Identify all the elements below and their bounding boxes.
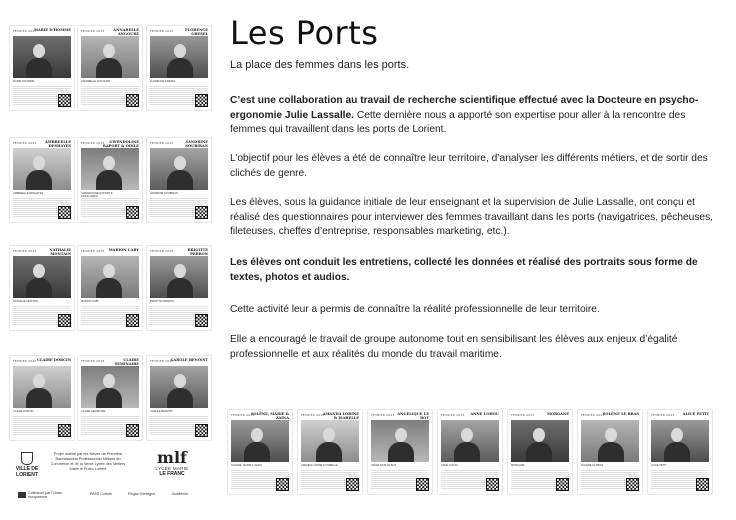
qr-code-icon bbox=[556, 478, 569, 491]
poster-photo bbox=[150, 148, 208, 190]
poster-thumbnail bbox=[438, 410, 502, 494]
poster-date: FÉVRIER 2025 bbox=[81, 29, 105, 33]
poster-thumbnail bbox=[78, 26, 142, 110]
poster-caption: AMBREELLE DESHAYES bbox=[13, 192, 44, 195]
poster-name: ANNE LOHOU bbox=[470, 412, 499, 416]
qr-code-icon bbox=[346, 478, 359, 491]
crest-icon bbox=[21, 452, 33, 465]
paragraph-reality: Cette activité leur a permis de connaître la réalité professionnelle de leur territoire. bbox=[230, 304, 600, 315]
poster-caption: SOLÈNE, MARIE & ZAINA bbox=[231, 464, 262, 467]
poster-date: FÉVRIER 2025 bbox=[13, 29, 37, 33]
poster-thumbnail bbox=[10, 26, 74, 110]
poster-photo bbox=[81, 366, 139, 408]
poster-name: NATHALIE MONTAIN bbox=[49, 248, 71, 256]
poster-thumbnail bbox=[147, 356, 211, 440]
eu-flag-icon bbox=[18, 492, 26, 498]
qr-code-icon bbox=[195, 424, 208, 437]
poster-name: SOLÈNE LE BRAS bbox=[602, 412, 639, 416]
poster-caption: FLORENCE GRESEL bbox=[150, 80, 176, 83]
eu-cofinance-text: Cofinancé par l’Union européenne bbox=[28, 491, 63, 499]
poster-thumbnail bbox=[78, 138, 142, 222]
poster-date: FÉVRIER 2025 bbox=[150, 249, 174, 253]
poster-date: FÉVRIER 2025 bbox=[13, 249, 37, 253]
qr-code-icon bbox=[626, 478, 639, 491]
poster-caption: AMANDA LORINE & ISABELLE bbox=[301, 464, 338, 467]
poster-thumbnail bbox=[508, 410, 572, 494]
poster-date: FÉVRIER 2025 bbox=[581, 413, 605, 417]
poster-name: ALICE PETIT bbox=[682, 412, 709, 416]
poster-date: FÉVRIER 2025 bbox=[13, 141, 37, 145]
poster-photo bbox=[651, 420, 709, 462]
lycee-line1: LYCÉE MARIE bbox=[155, 466, 189, 471]
project-credit: Projet réalisé par les élèves de Première Baccalauréat Professionnel Métiers du Commerce et de la Vente Lycée des Métiers Marie le Franc Lorient bbox=[50, 452, 126, 471]
poster-date: FÉVRIER 2025 bbox=[81, 359, 105, 363]
poster-date: FÉVRIER 2025 bbox=[81, 141, 105, 145]
poster-name: SANDRINE SOUBIRAN bbox=[185, 140, 208, 148]
poster-date: FÉVRIER 2025 bbox=[81, 249, 105, 253]
poster-name: CAROLE BENOIST bbox=[170, 358, 208, 362]
lycee-mark: mlf bbox=[157, 448, 187, 467]
poster-photo bbox=[150, 366, 208, 408]
qr-code-icon bbox=[696, 478, 709, 491]
poster-name: AMANDA LORINE & ISABELLE bbox=[322, 412, 359, 420]
poster-caption: SOLÈNE LE BRAS bbox=[581, 464, 604, 467]
poster-photo bbox=[150, 256, 208, 298]
poster-caption: ALICE PETIT bbox=[651, 464, 667, 467]
poster-name: MORGANE bbox=[547, 412, 569, 416]
qr-code-icon bbox=[195, 314, 208, 327]
logo-pass-culture: PASS Culture bbox=[90, 492, 112, 496]
paragraph-results-bold: Les élèves ont conduit les entretiens, collecté les données et réalisé des portraits sous forme de textes, photos et audios. bbox=[230, 257, 698, 283]
lycee-logo bbox=[148, 450, 196, 477]
paragraph-intro bbox=[230, 94, 724, 138]
qr-code-icon bbox=[195, 94, 208, 107]
qr-code-icon bbox=[126, 314, 139, 327]
poster-photo bbox=[13, 366, 71, 408]
qr-code-icon bbox=[195, 206, 208, 219]
poster-thumbnail bbox=[147, 246, 211, 330]
poster-photo bbox=[13, 36, 71, 78]
poster-thumbnail bbox=[78, 356, 142, 440]
qr-code-icon bbox=[276, 478, 289, 491]
poster-name: ANGÉLIQUE LE BOT bbox=[397, 412, 429, 420]
poster-caption: MARIE D’HOMME bbox=[13, 80, 35, 83]
poster-name: MARION CABY bbox=[108, 248, 139, 252]
poster-date: FÉVRIER 2025 bbox=[371, 413, 395, 417]
poster-name: FLORENCE GRESEL bbox=[185, 28, 208, 36]
poster-thumbnail bbox=[10, 138, 74, 222]
poster-caption: CLAIRE DORCIN bbox=[13, 410, 34, 413]
poster-caption: MORGANE bbox=[511, 464, 525, 467]
qr-code-icon bbox=[58, 314, 71, 327]
paragraph-results bbox=[230, 256, 724, 285]
poster-thumbnail bbox=[368, 410, 432, 494]
page-subtitle: La place des femmes dans les ports. bbox=[230, 59, 410, 71]
poster-photo bbox=[581, 420, 639, 462]
poster-name: BRIGITTE PERRON bbox=[187, 248, 208, 256]
qr-code-icon bbox=[486, 478, 499, 491]
poster-thumbnail bbox=[147, 138, 211, 222]
paragraph-intro-rest: Cette dernière nous a apporté son expertise pour aller à la rencontre des femmes qui travaillent dans les ports de Lorient. bbox=[230, 109, 686, 136]
poster-thumbnail bbox=[10, 356, 74, 440]
poster-thumbnail bbox=[648, 410, 712, 494]
logo-region-bretagne: Région Bretagne bbox=[128, 492, 155, 496]
poster-name: ANNABELLE ANGOURE bbox=[113, 28, 139, 36]
poster-caption: SANDRINE SOUBIRAN bbox=[150, 192, 178, 195]
poster-photo bbox=[81, 256, 139, 298]
poster-thumbnail bbox=[228, 410, 292, 494]
poster-date: FÉVRIER 2025 bbox=[651, 413, 675, 417]
poster-caption: BRIGITTE PERRON bbox=[150, 300, 174, 303]
poster-date: FÉVRIER 2025 bbox=[441, 413, 465, 417]
qr-code-icon bbox=[126, 94, 139, 107]
ville-lorient-logo bbox=[12, 452, 42, 478]
poster-photo bbox=[81, 36, 139, 78]
paragraph-intro-bold: C’est une collaboration au travail de recherche scientifique effectué avec la Docteure en psycho-ergonomie Julie Lassalle. bbox=[230, 95, 699, 121]
poster-date: FÉVRIER 2025 bbox=[511, 413, 535, 417]
ville-line2: LORIENT bbox=[16, 472, 38, 478]
poster-thumbnail bbox=[10, 246, 74, 330]
poster-date: FÉVRIER 2025 bbox=[150, 29, 174, 33]
poster-caption: ANNE LOHOU bbox=[441, 464, 459, 467]
poster-name: CLAIRE SEMINAIRE bbox=[114, 358, 139, 366]
poster-date: FÉVRIER 2025 bbox=[150, 141, 174, 145]
paragraph-method: Les élèves, sous la guidance initiale de leur enseignant et la supervision de Julie Lassalle, ont conçu et réalisé des questionnaires pour interviewer des femmes travaillant dans les ports (navigatrices, pêcheuses, fileteuses, cheffes d’entreprise, responsables marketing, etc.). bbox=[230, 197, 714, 238]
paragraph-teamwork: Elle a encouragé le travail de groupe autonome tout en sensibilisant les élèves aux enjeux d’égalité professionnelle et aux réalités du monde du travail maritime. bbox=[230, 334, 678, 360]
poster-photo bbox=[231, 420, 289, 462]
poster-thumbnail bbox=[298, 410, 362, 494]
poster-photo bbox=[13, 148, 71, 190]
poster-caption: NATHALIE MONTAIN bbox=[13, 300, 38, 303]
poster-date: FÉVRIER 2025 bbox=[150, 359, 174, 363]
poster-caption: GWENDOLINE RAPORT & ODILE MARIA bbox=[81, 192, 113, 198]
qr-code-icon bbox=[58, 424, 71, 437]
poster-photo bbox=[81, 148, 139, 190]
poster-thumbnail bbox=[147, 26, 211, 110]
page-title: Les Ports bbox=[230, 14, 379, 52]
lycee-line2: LE FRANC bbox=[159, 471, 185, 477]
poster-date: FÉVRIER 2025 bbox=[13, 359, 37, 363]
poster-date: FÉVRIER 2025 bbox=[301, 413, 325, 417]
poster-name: AMBREELLE DESHAYES bbox=[44, 140, 71, 148]
poster-photo bbox=[301, 420, 359, 462]
poster-photo bbox=[371, 420, 429, 462]
poster-caption: MARION CABY bbox=[81, 300, 100, 303]
qr-code-icon bbox=[126, 206, 139, 219]
poster-caption: ANGÉLIQUE LE BOT bbox=[371, 464, 397, 467]
poster-name: CLAIRE DORCIN bbox=[37, 358, 71, 362]
poster-date: FÉVRIER 2025 bbox=[231, 413, 255, 417]
poster-photo bbox=[13, 256, 71, 298]
poster-name: MARIE D’HOMME bbox=[33, 28, 71, 32]
poster-caption: CAROLE BENOIST bbox=[150, 410, 173, 413]
qr-code-icon bbox=[126, 424, 139, 437]
qr-code-icon bbox=[416, 478, 429, 491]
ville-line1: VILLE DE bbox=[15, 466, 39, 472]
poster-photo bbox=[150, 36, 208, 78]
poster-photo bbox=[511, 420, 569, 462]
poster-photo bbox=[441, 420, 499, 462]
qr-code-icon bbox=[58, 94, 71, 107]
poster-thumbnail bbox=[578, 410, 642, 494]
qr-code-icon bbox=[58, 206, 71, 219]
poster-caption: ANNABELLE ANGOURE bbox=[81, 80, 110, 83]
poster-name: GWENDOLINE RAPORT & ODILE bbox=[102, 140, 139, 148]
logo-academie: Académie bbox=[172, 492, 188, 496]
poster-thumbnail bbox=[78, 246, 142, 330]
paragraph-objective: L’objectif pour les élèves a été de connaître leur territoire, d’analyser les différents métiers, et de sortir des clichés de genre. bbox=[230, 153, 708, 179]
poster-name: SOLÈNE, MARIE & ZAINA bbox=[250, 412, 289, 420]
poster-caption: CLAIRE SEMINAIRE bbox=[81, 410, 106, 413]
